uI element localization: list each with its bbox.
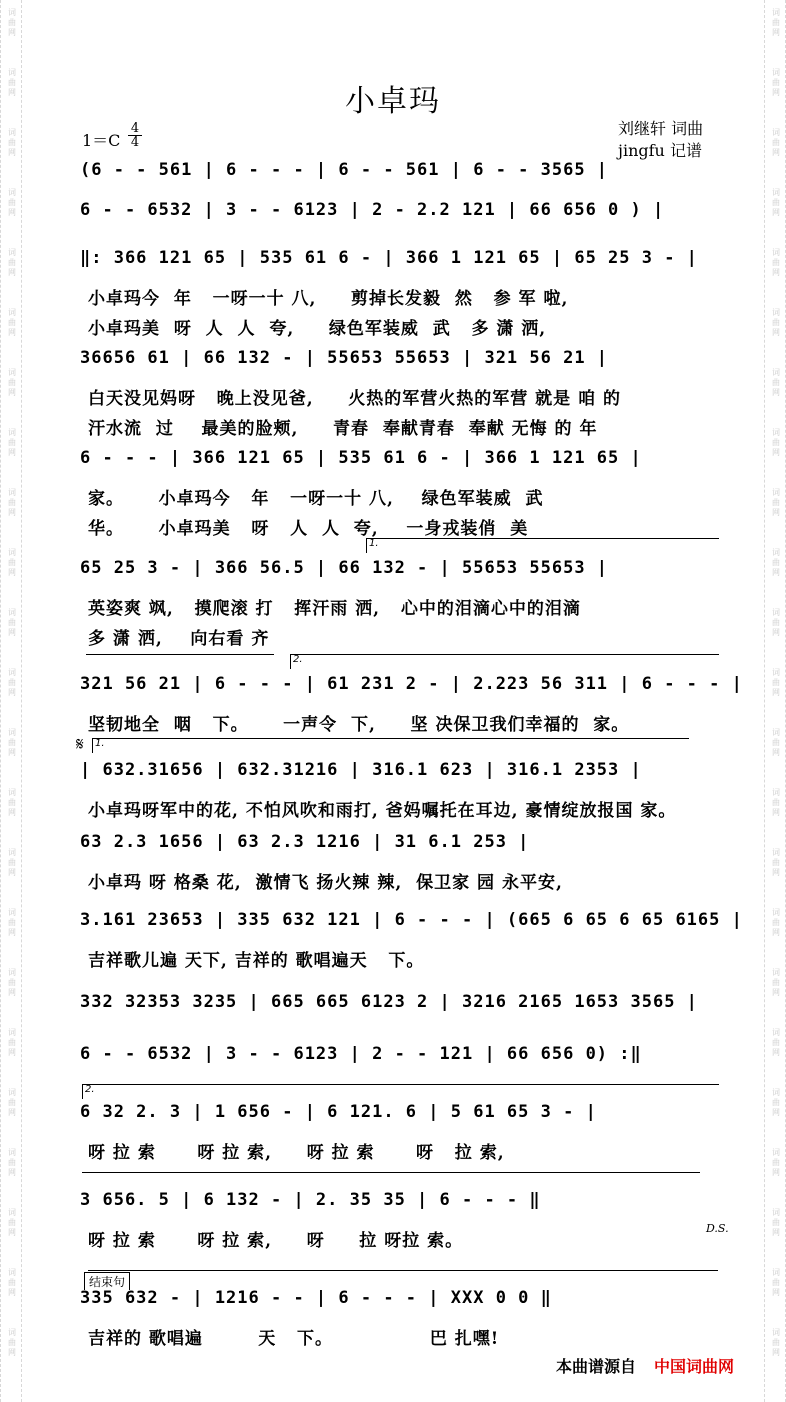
lyric-line: 多 潇 洒, 向右看 齐 (88, 629, 270, 649)
watermark-text: 词 曲 网 (772, 128, 780, 157)
watermark-text: 词 曲 网 (8, 68, 16, 97)
watermark-text: 词 曲 网 (8, 428, 16, 457)
dal-segno-mark: D.S. (706, 1222, 729, 1235)
transcriber: jingfu 记谱 (618, 141, 702, 160)
notation-row: 6 32 2. 3 | 1 656 - | 6 121. 6 | 5 61 65 3 - | (80, 1102, 597, 1122)
watermark-text: 词 曲 网 (8, 1028, 16, 1057)
song-title: 小卓玛 (345, 84, 441, 119)
second-ending-bracket-2: 2. (82, 1084, 719, 1099)
lyricist-composer: 刘继轩 词曲 (618, 119, 704, 138)
watermark-text: 词 曲 网 (772, 368, 780, 397)
watermark-text: 词 曲 网 (772, 488, 780, 517)
watermark-text: 词 曲 网 (772, 1028, 780, 1057)
lyric-line: 小卓玛呀军中的花, 不怕风吹和雨打, 爸妈嘱托在耳边, 豪情绽放报国 家。 (88, 801, 677, 821)
watermark-text: 词 曲 网 (8, 8, 16, 37)
watermark-text: 词 曲 网 (772, 848, 780, 877)
time-signature-bottom: 4 (128, 135, 142, 149)
source-label: 本曲谱源自 (556, 1357, 637, 1376)
second-ending-bracket: 2. (290, 654, 719, 669)
watermark-text: 词 曲 网 (772, 428, 780, 457)
watermark-text: 词 曲 网 (8, 908, 16, 937)
watermark-text: 词 曲 网 (8, 188, 16, 217)
watermark-text: 词 曲 网 (772, 788, 780, 817)
watermark-text: 词 曲 网 (772, 308, 780, 337)
notation-row: 65 25 3 - | 366 56.5 | 66 132 - | 55653 55653 | (80, 558, 609, 578)
lyric-line: 坚韧地全 咽 下。 一声令 下, 坚 决保卫我们幸福的 家。 (88, 715, 630, 735)
watermark-text: 词 曲 网 (8, 1148, 16, 1177)
notation-row: 3.161 23653 | 335 632 121 | 6 - - - | (665 6 65 6 65 6165 | (80, 910, 743, 930)
watermark-text: 词 曲 网 (772, 908, 780, 937)
notation-row: 36656 61 | 66 132 - | 55653 55653 | 321 56 21 | (80, 348, 609, 368)
notation-row: 321 56 21 | 6 - - - | 61 231 2 - | 2.223 56 311 | 6 - - - | (80, 674, 743, 694)
lyric-line: 白天没见妈呀 晚上没见爸, 火热的军营火热的军营 就是 咱 的 (88, 389, 622, 409)
lyric-line: 家。 小卓玛今 年 一呀一十 八, 绿色军装威 武 (88, 489, 544, 509)
first-ending-bracket-line (86, 654, 274, 655)
watermark-text: 词 曲 网 (8, 788, 16, 817)
lyric-line: 小卓玛 呀 格桑 花, 激情飞 扬火辣 辣, 保卫家 园 永平安, (88, 873, 563, 893)
lyric-line: 汗水流 过 最美的脸颊, 青春 奉献青春 奉献 无悔 的 年 (88, 419, 598, 439)
ending-label: 结束句 (84, 1272, 130, 1290)
notation-row: 332 32353 3235 | 665 665 6123 2 | 3216 2165 1653 3565 | (80, 992, 698, 1012)
source-credit (556, 1354, 734, 1377)
watermark-text: 词 曲 网 (772, 188, 780, 217)
lyric-line: 呀 拉 索 呀 拉 索, 呀 拉 索 呀 拉 索, (88, 1143, 505, 1163)
first-ending-bracket-2: 1. (92, 738, 689, 753)
notation-row: 335 632 - | 1216 - - | 6 - - - | XXX 0 0 ‖ (80, 1288, 552, 1308)
watermark-text: 词 曲 网 (8, 308, 16, 337)
watermark-text: 词 曲 网 (8, 1208, 16, 1237)
watermark-text: 词 曲 网 (8, 548, 16, 577)
lyric-line: 小卓玛美 呀 人 人 夸, 绿色军装威 武 多 潇 洒, (88, 319, 547, 339)
ending-bracket-line (82, 1172, 700, 1173)
notation-row: ‖: 366 121 65 | 535 61 6 - | 366 1 121 65 | 65 25 3 - | (80, 248, 698, 268)
watermark-text: 词 曲 网 (8, 248, 16, 277)
segno-sign: 𝄋 (76, 734, 84, 755)
watermark-text: 词 曲 网 (772, 728, 780, 757)
watermark-text: 词 曲 网 (772, 248, 780, 277)
watermark-text: 词 曲 网 (772, 668, 780, 697)
watermark-text: 词 曲 网 (772, 968, 780, 997)
watermark-text: 词 曲 网 (8, 848, 16, 877)
key-signature: 1＝C (82, 131, 121, 150)
lyric-line: 呀 拉 索 呀 拉 索, 呀 拉 呀拉 索。 (88, 1231, 464, 1251)
notation-row: 63 2.3 1656 | 63 2.3 1216 | 31 6.1 253 | (80, 832, 530, 852)
notation-row: 6 - - - | 366 121 65 | 535 61 6 - | 366 1 121 65 | (80, 448, 642, 468)
notation-row: (6 - - 561 | 6 - - - | 6 - - 561 | 6 - - 3565 | (80, 160, 609, 180)
time-signature-top: 4 (130, 121, 140, 136)
coda-bracket-line (88, 1270, 718, 1271)
notation-row: 6 - - 6532 | 3 - - 6123 | 2 - - 121 | 66 656 0) :‖ (80, 1044, 642, 1064)
notation-row: | 632.31656 | 632.31216 | 316.1 623 | 316.1 2353 | (80, 760, 642, 780)
watermark-text: 词 曲 网 (8, 488, 16, 517)
watermark-text: 词 曲 网 (772, 608, 780, 637)
lyric-line: 华。 小卓玛美 呀 人 人 夸, 一身戎装俏 美 (88, 519, 529, 539)
watermark-text: 词 曲 网 (772, 8, 780, 37)
watermark-text: 词 曲 网 (8, 668, 16, 697)
lyric-line: 吉祥歌儿遍 天下, 吉祥的 歌唱遍天 下。 (88, 951, 425, 971)
lyric-line: 吉祥的 歌唱遍 天 下。 巴 扎嘿! (88, 1329, 500, 1349)
notation-row: 3 656. 5 | 6 132 - | 2. 35 35 | 6 - - - ‖ (80, 1190, 541, 1210)
watermark-text: 词 曲 网 (772, 1088, 780, 1117)
right-watermark-strip (764, 0, 786, 1402)
watermark-text: 词 曲 网 (8, 1328, 16, 1357)
source-site[interactable]: 中国词曲网 (654, 1357, 735, 1376)
watermark-text: 词 曲 网 (8, 1268, 16, 1297)
watermark-text: 词 曲 网 (772, 548, 780, 577)
lyric-line: 小卓玛今 年 一呀一十 八, 剪掉长发毅 然 参 军 啦, (88, 289, 569, 309)
watermark-text: 词 曲 网 (8, 968, 16, 997)
watermark-text: 词 曲 网 (772, 1208, 780, 1237)
lyric-line: 英姿爽 飒, 摸爬滚 打 挥汗雨 洒, 心中的泪滴心中的泪滴 (88, 599, 581, 619)
watermark-text: 词 曲 网 (772, 1268, 780, 1297)
watermark-text: 词 曲 网 (772, 1328, 780, 1357)
first-ending-bracket: 1. (366, 538, 719, 553)
time-signature (128, 122, 142, 149)
left-watermark-strip (0, 0, 22, 1402)
watermark-text: 词 曲 网 (8, 608, 16, 637)
watermark-text: 词 曲 网 (8, 368, 16, 397)
watermark-text: 词 曲 网 (8, 728, 16, 757)
watermark-text: 词 曲 网 (772, 1148, 780, 1177)
notation-row: 6 - - 6532 | 3 - - 6123 | 2 - 2.2 121 | 66 656 0 ) | (80, 200, 665, 220)
watermark-text: 词 曲 网 (8, 1088, 16, 1117)
watermark-text: 词 曲 网 (8, 128, 16, 157)
watermark-text: 词 曲 网 (772, 68, 780, 97)
